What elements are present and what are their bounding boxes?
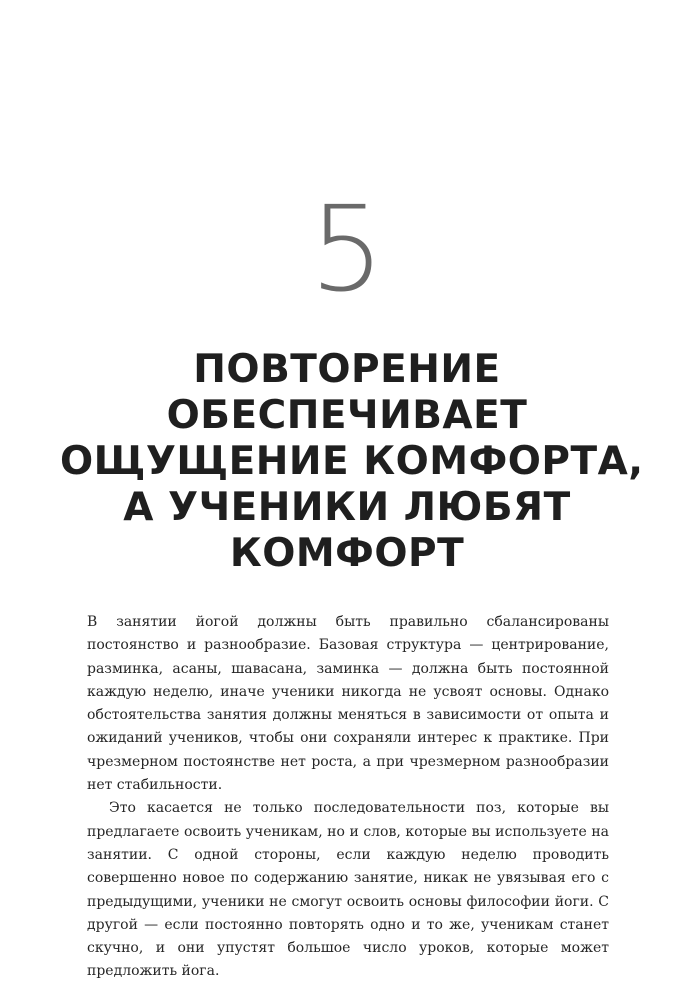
chapter-title-line: ПОВТОРЕНИЕ [193,347,501,392]
chapter-title-line: ОБЕСПЕЧИВАЕТ [166,393,528,438]
paragraph: Это касается не только последовательности поз, которые вы предлагаете освоить ученикам, но и слов, которые вы используете на занятии. С одной стороны, если каждую неделю проводить совершенно новое по содержанию занятие, никак не увязывая его с предыдущими, ученики не смогут освоить основы философии йоги. С другой — если постоянно повторять одно и то же, ученикам станет скучно, и они упустят большое число уроков, которые может предложить йога. [87,800,609,980]
chapter-title-line: ОЩУЩЕНИЕ КОМФОРТА, [60,439,644,484]
chapter-title [60,347,644,577]
chapter-number: 5 [309,180,385,318]
body-text [87,611,609,984]
paragraph: В занятии йогой должны быть правильно сбалансированы постоянство и разнообразие. Базовая структура — центрирование, разминка, асаны, шавасана, заминка — должна быть постоянной каждую неделю, иначе ученики никогда не усвоят основы. Однако обстоятельства занятия должны меняться в зависимости от опыта и ожиданий учеников, чтобы они сохраняли интерес к практике. При чрезмерном постоянстве нет роста, а при чрезмерном разнообразии нет стабильности. [87,614,609,794]
chapter-title-line: КОМФОРТ [229,531,465,576]
chapter-title-line: А УЧЕНИКИ ЛЮБЯТ [123,485,571,530]
